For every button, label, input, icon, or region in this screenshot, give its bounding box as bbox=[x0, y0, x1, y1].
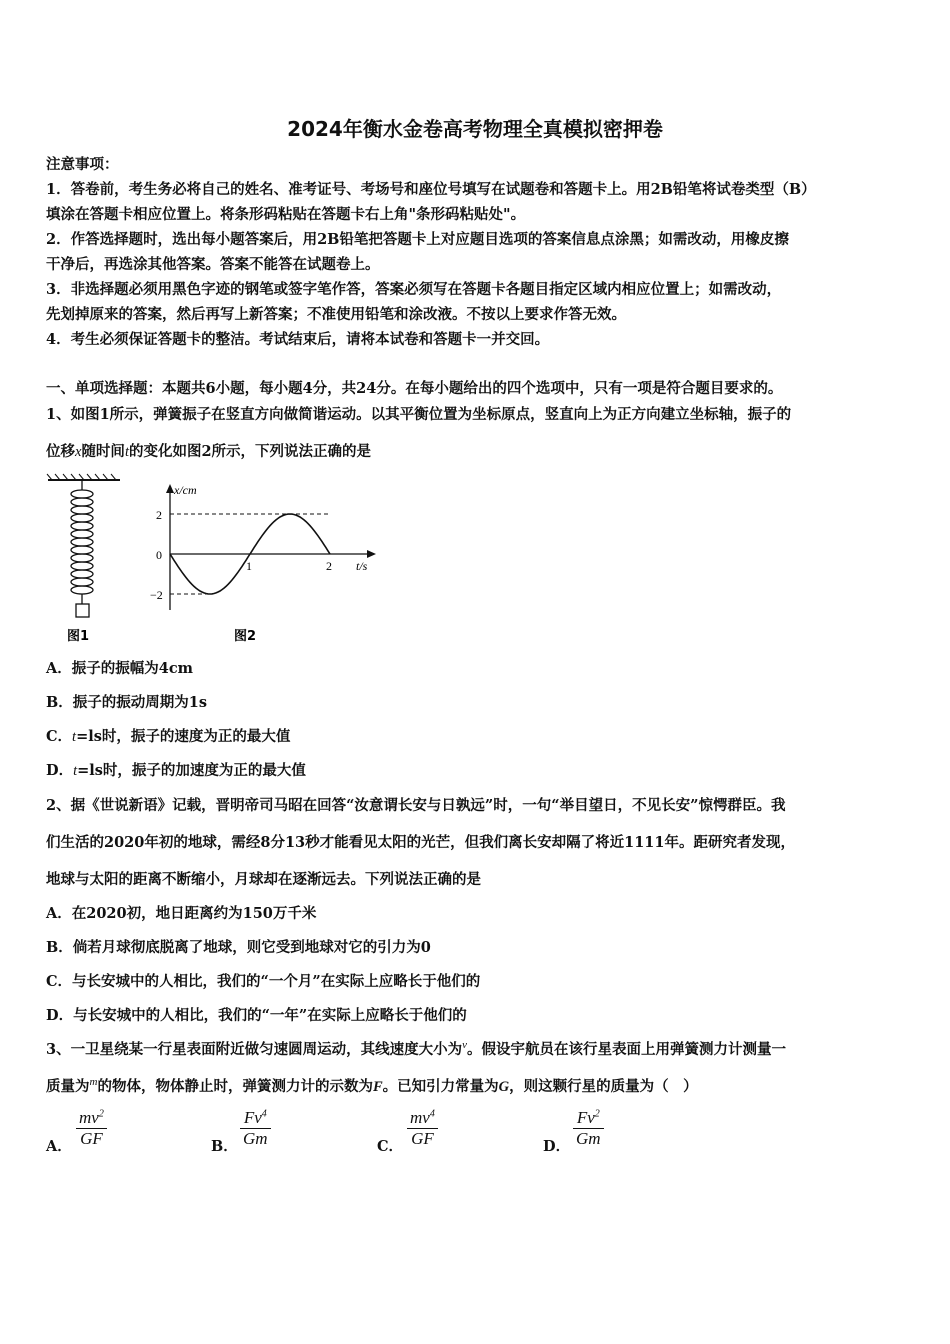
notice-line: 2．作答选择题时，选出每小题答案后，用2B铅笔把答题卡上对应题目选项的答案信息点涂黑；如需改动，用橡皮擦 bbox=[46, 231, 789, 248]
q3-option-d-formula: $\frac{Fv^2}{Gm}$ bbox=[573, 1108, 604, 1149]
displacement-time-graph bbox=[166, 484, 376, 610]
notice-line: 先划掉原来的答案，然后再写上新答案；不准使用铅笔和涂改液。不按以上要求作答无效。 bbox=[46, 306, 626, 323]
q1-option-a: A．振子的振幅为4cm bbox=[46, 660, 194, 677]
q1-option-d: D．t=ls时，振子的加速度为正的最大值 bbox=[46, 762, 306, 779]
q3-option-a-label: A． bbox=[46, 1138, 72, 1155]
tick-label: 0 bbox=[156, 548, 162, 562]
q2-option-a: A．在2020初，地日距离约为150万千米 bbox=[46, 905, 317, 922]
notice-line: 3．非选择题必须用黑色字迹的钢笔或签字笔作答，答案必须写在答题卡各题目指定区域内相应位置上；如需改动， bbox=[46, 281, 782, 298]
q2-option-b: B．倘若月球彻底脱离了地球，则它受到地球对它的引力为0 bbox=[46, 939, 431, 956]
q3-option-b-label: B． bbox=[211, 1138, 238, 1155]
q2-option-d: D．与长安城中的人相比，我们的“一年”在实际上应略长于他们的 bbox=[46, 1007, 467, 1024]
tick-label: 2 bbox=[326, 559, 332, 573]
question-1-line: 1、如图1所示，弹簧振子在竖直方向做简谐运动。以其平衡位置为坐标原点，竖直向上为正方向建立坐标轴，振子的 bbox=[46, 406, 792, 423]
tick-label: −2 bbox=[150, 588, 163, 602]
q3-option-a-formula: $\frac{mv^2}{GF}$ bbox=[76, 1108, 107, 1149]
y-axis-label: x/cm bbox=[174, 483, 197, 497]
notice-line: 填涂在答题卡相应位置上。将条形码粘贴在答题卡右上角"条形码粘贴处"。 bbox=[46, 206, 526, 223]
question-2-line: 们生活的2020年初的地球，需经8分13秒才能看见太阳的光芒，但我们离长安却隔了将近1111年。距研究者发现， bbox=[46, 834, 795, 851]
x-axis-label: t/s bbox=[356, 559, 368, 573]
q3-option-d-label: D． bbox=[543, 1138, 571, 1155]
question-3-line: 质量为$^m$的物体，物体静止时，弹簧测力计的示数为F。已知引力常量为G，则这颗行星的质量为（ ） bbox=[46, 1076, 698, 1095]
q3-option-c-formula: $\frac{mv^4}{GF}$ bbox=[407, 1108, 438, 1149]
question-2-line: 2、据《世说新语》记载，晋明帝司马昭在回答“汝意谓长安与日孰远”时，一句“举目望日，不见长安”惊愕群臣。我 bbox=[46, 797, 786, 814]
tick-label: 2 bbox=[156, 508, 162, 522]
q3-option-c-label: C． bbox=[377, 1138, 404, 1155]
question-3-line: 3、一卫星绕某一行星表面附近做匀速圆周运动，其线速度大小为$^v$。假设宇航员在该行星表面上用弹簧测力计测量一 bbox=[46, 1039, 786, 1058]
q1-option-b: B．振子的振动周期为1s bbox=[46, 694, 208, 711]
question-1-figure bbox=[46, 472, 386, 647]
tick-label: 1 bbox=[246, 559, 252, 573]
notice-heading: 注意事项： bbox=[46, 156, 119, 173]
notice-line: 干净后，再选涂其他答案。答案不能答在试题卷上。 bbox=[46, 256, 380, 273]
question-1-line: 位移x随时间t的变化如图2所示，下列说法正确的是 bbox=[46, 443, 372, 460]
q3-option-b-formula: $\frac{Fv^4}{Gm}$ bbox=[240, 1108, 271, 1149]
exam-title: 2024年衡水金卷高考物理全真模拟密押卷 bbox=[287, 117, 663, 141]
figure-1-label: 图1 bbox=[67, 629, 90, 644]
notice-line: 4．考生必须保证答题卡的整洁。考试结束后，请将本试卷和答题卡一并交回。 bbox=[46, 331, 550, 348]
section-heading: 一、单项选择题：本题共6小题，每小题4分，共24分。在每小题给出的四个选项中，只有一项是符合题目要求的。 bbox=[46, 380, 783, 397]
spring-oscillator-diagram bbox=[47, 474, 120, 617]
figure-2-label: 图2 bbox=[234, 629, 257, 644]
q2-option-c: C．与长安城中的人相比，我们的“一个月”在实际上应略长于他们的 bbox=[46, 973, 481, 990]
question-2-line: 地球与太阳的距离不断缩小，月球却在逐渐远去。下列说法正确的是 bbox=[46, 871, 481, 888]
q1-option-c: C．t=ls时，振子的速度为正的最大值 bbox=[46, 728, 291, 745]
notice-line: 1．答卷前，考生务必将自己的姓名、准考证号、考场号和座位号填写在试题卷和答题卡上。用2B铅笔将试卷类型（B） bbox=[46, 181, 816, 198]
